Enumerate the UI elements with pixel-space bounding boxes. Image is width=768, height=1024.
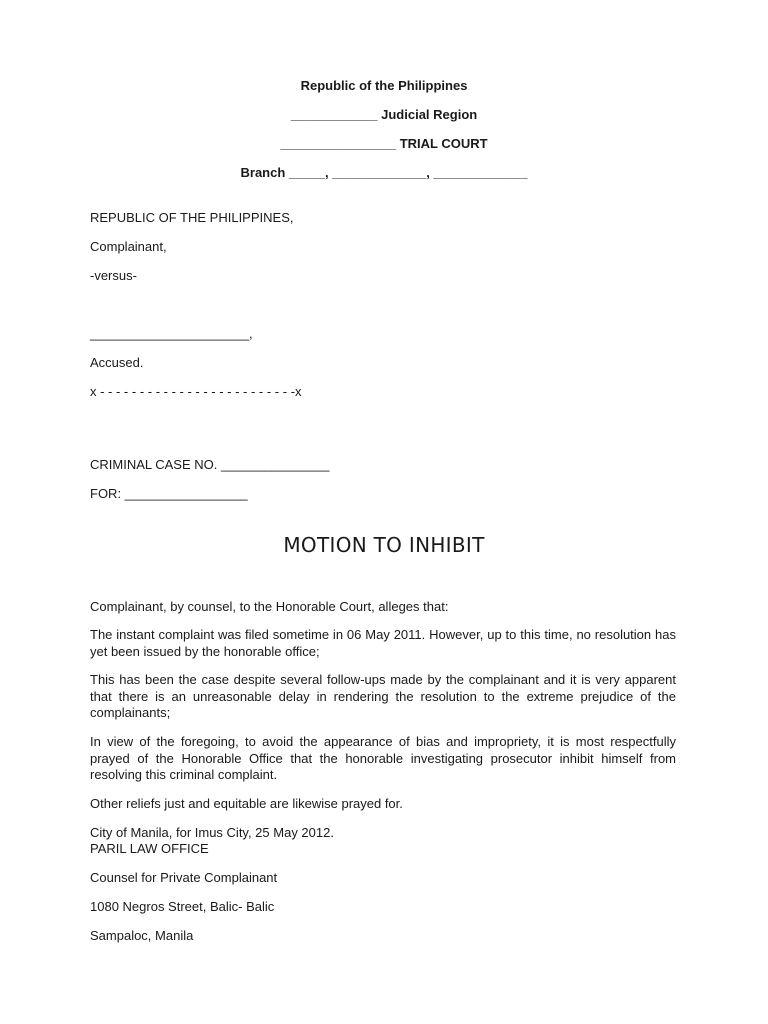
header-trial-court: ________________ TRIAL COURT: [280, 136, 488, 151]
signature-address-line-2: Sampaloc, Manila: [90, 928, 194, 943]
versus-label: -versus-: [90, 268, 137, 283]
body-paragraph-1: The instant complaint was filed sometime in 06 May 2011. However, up to this time, no resolution has yet been issued by the honorable office;: [90, 627, 676, 659]
body-paragraph-3: In view of the foregoing, to avoid the appearance of bias and impropriety, it is most respectfully prayed of the Honorable Office that the honorable investigating prosecutor inhibit himself from resolving this criminal complaint.: [90, 734, 676, 782]
signature-role: Counsel for Private Complainant: [90, 870, 278, 885]
plaintiff-role: Complainant,: [90, 239, 167, 254]
plaintiff-name: REPUBLIC OF THE PHILIPPINES,: [90, 210, 294, 225]
accused-role: Accused.: [90, 355, 144, 370]
case-for: FOR: _________________: [90, 486, 248, 501]
header-judicial-region: ____________ Judicial Region: [290, 107, 478, 122]
signature-firm: PARIL LAW OFFICE: [90, 841, 209, 856]
signature-place-date: City of Manila, for Imus City, 25 May 2012.: [90, 825, 334, 840]
header-branch: Branch _____, _____________, _____________: [240, 165, 528, 180]
body-intro: Complainant, by counsel, to the Honorable Court, alleges that:: [90, 599, 449, 614]
document-title: MOTION TO INHIBIT: [283, 533, 485, 557]
criminal-case-number: CRIMINAL CASE NO. _______________: [90, 457, 330, 472]
caption-separator: x - - - - - - - - - - - - - - - - - - - - - - - - -x: [90, 384, 302, 399]
body-paragraph-4: Other reliefs just and equitable are likewise prayed for.: [90, 796, 403, 811]
body-paragraph-2: This has been the case despite several follow-ups made by the complainant and it is very apparent that there is an unreasonable delay in rendering the resolution to the extreme prejudice of the complainants;: [90, 672, 676, 720]
signature-address-line-1: 1080 Negros Street, Balic- Balic: [90, 899, 275, 914]
header-country: Republic of the Philippines: [300, 78, 468, 93]
accused-blank: ______________________,: [90, 326, 253, 341]
